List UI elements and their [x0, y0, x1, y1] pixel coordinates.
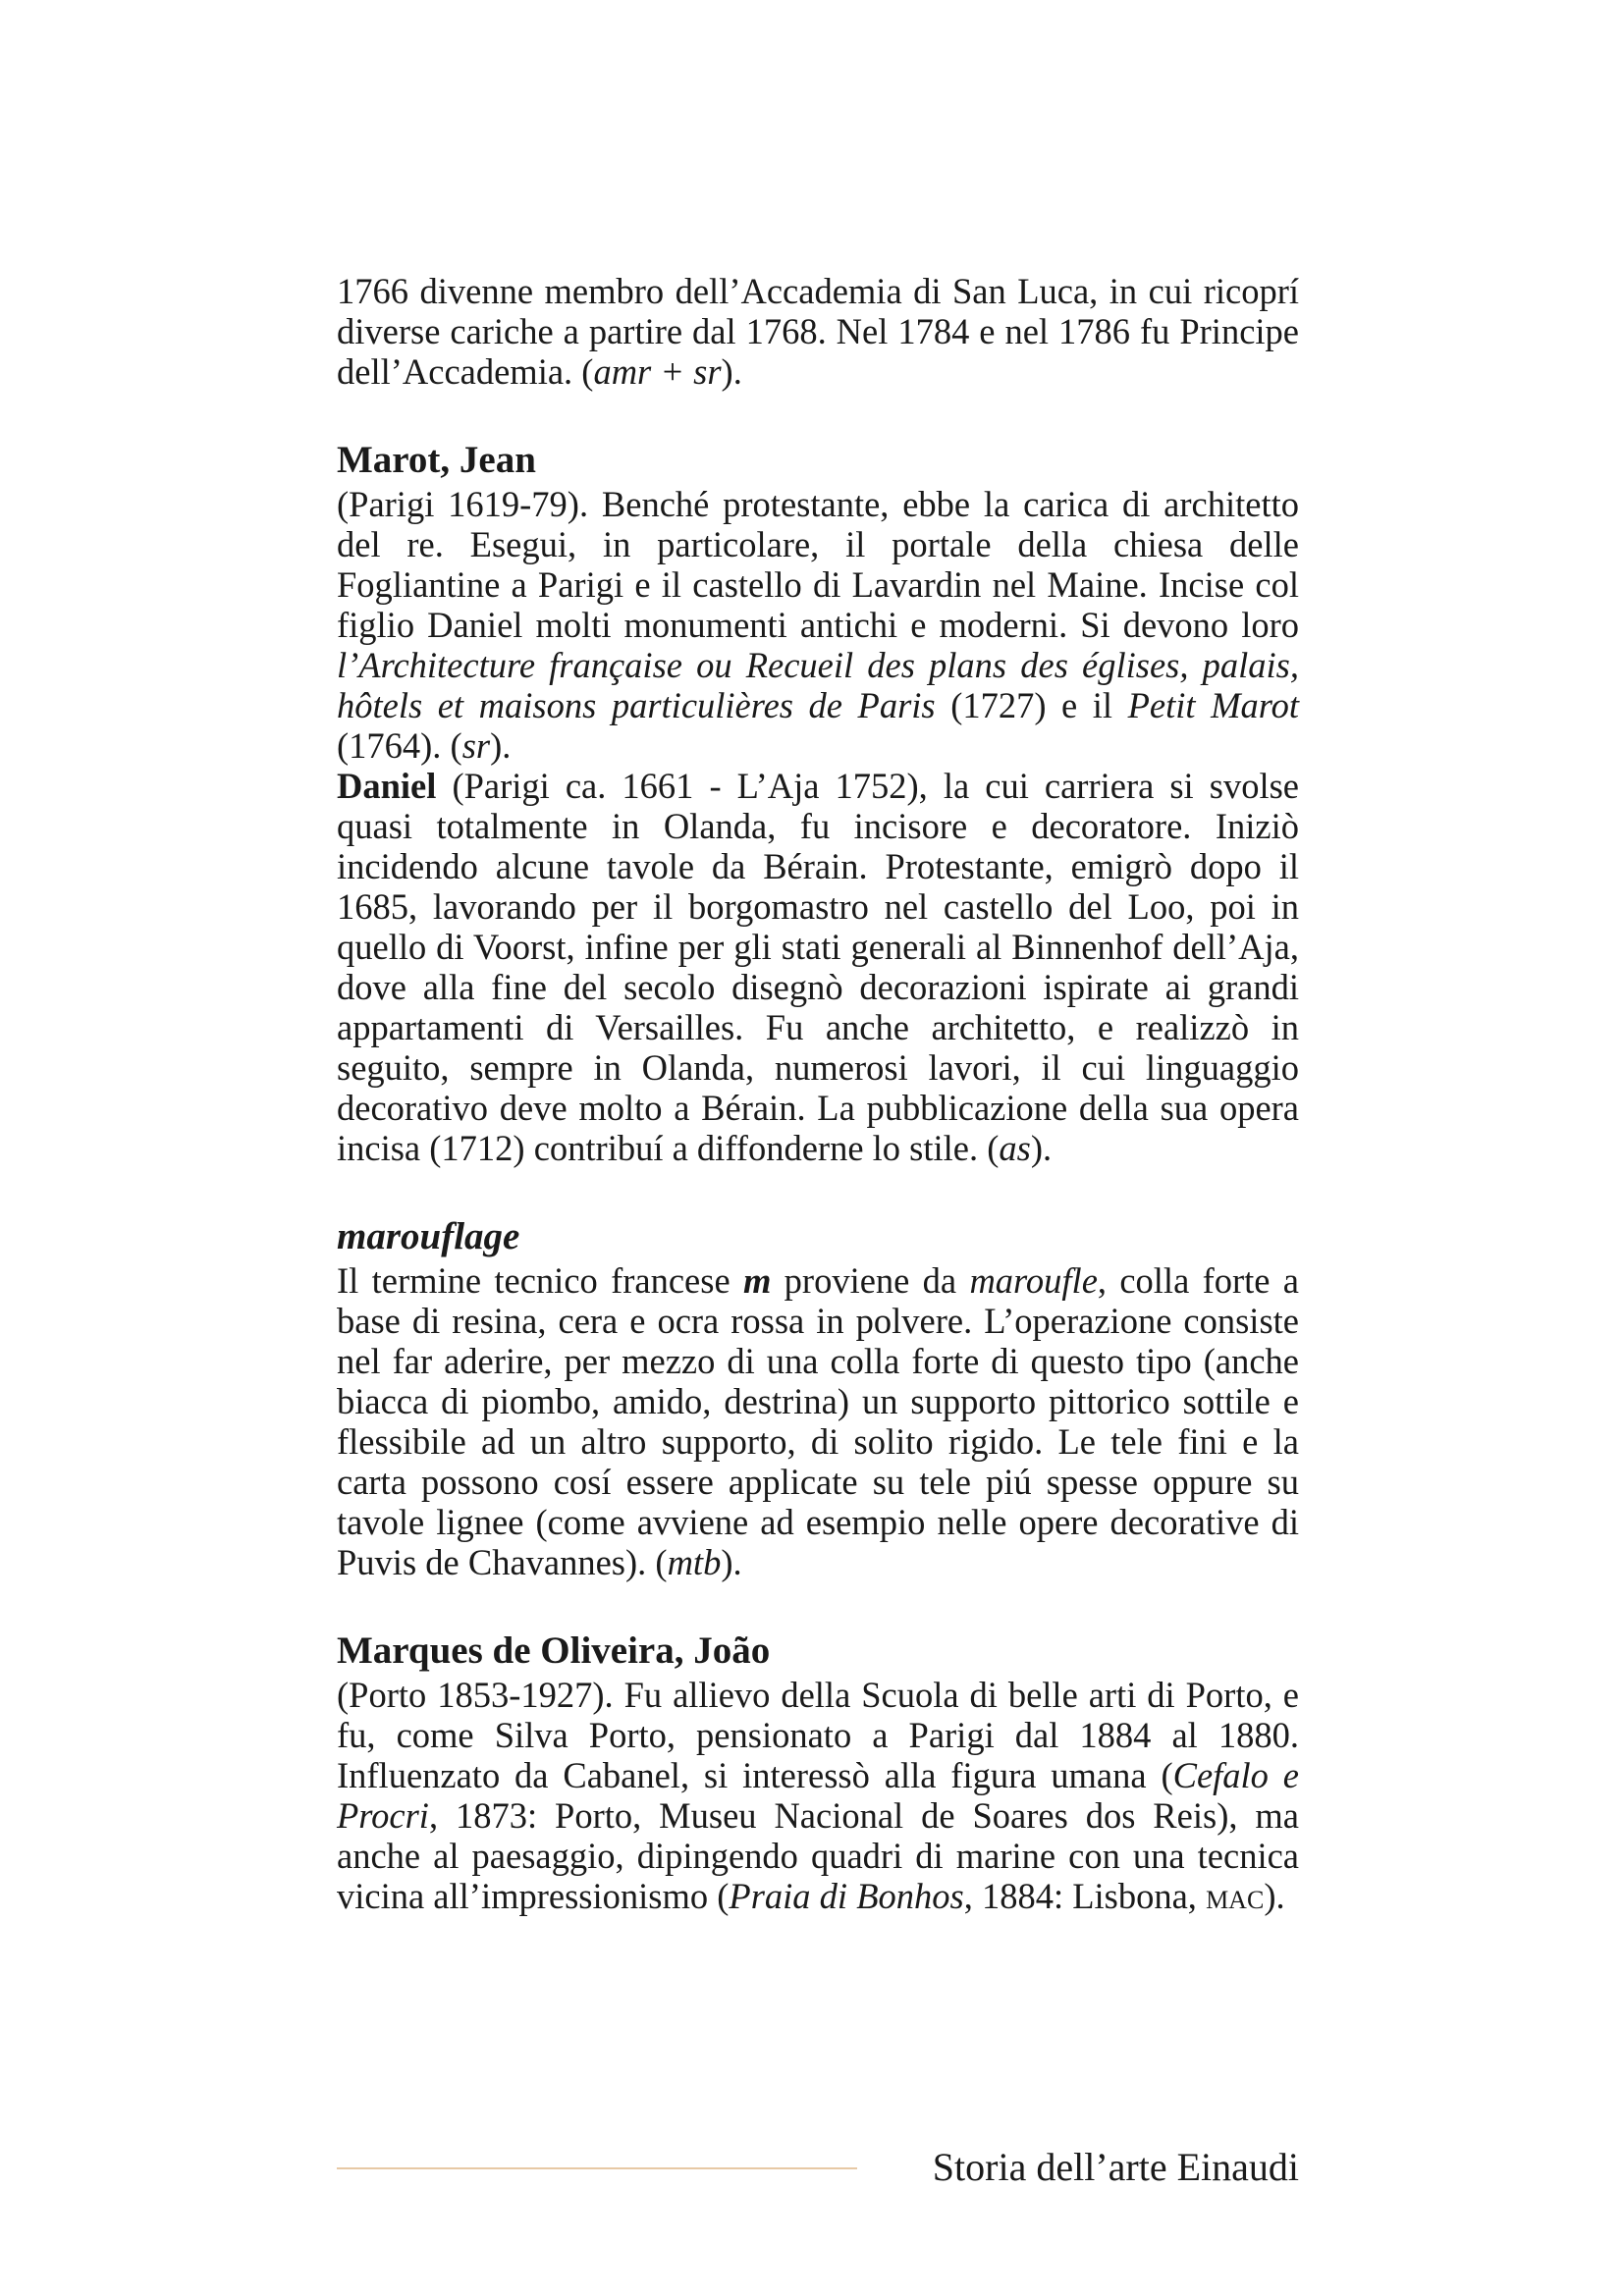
- author-credit: amr + sr: [593, 351, 722, 392]
- author-credit: mtb: [667, 1542, 722, 1582]
- text-run: , 1873: Porto, Museu Nacional de Soares dos Reis), ma anche al paesaggio, dipingendo quadri di marine con una tecnica vicina all’impressionismo (: [337, 1795, 1299, 1916]
- footer-rule: [337, 2167, 857, 2169]
- entry-title-marouflage: marouflage: [337, 1215, 520, 1257]
- credit-close: ).: [721, 351, 742, 392]
- footer: [337, 2144, 1299, 2193]
- continuation-paragraph: [337, 271, 1299, 392]
- text-run: Il termine tecnico francese: [337, 1260, 743, 1301]
- work-title: Petit Marot: [1127, 685, 1299, 725]
- work-title: l’Architecture française ou Recueil des plans des églises, palais, hôtels et maisons particulières de Paris: [337, 645, 1299, 725]
- entry-title-marot-jean: Marot, Jean: [337, 439, 536, 481]
- entry-body-marouflage: [337, 1260, 1299, 1582]
- text-run: ).: [1030, 1128, 1053, 1168]
- text-run: (Parigi 1619-79). Benché protestante, ebbe la carica di architetto del re. Esegui, in particolare, il portale della chiesa delle Fogliantine a Parigi e il castello di Lavardin nel Maine. Incise col figlio Daniel molti monumenti antichi e moderni. Si devono loro: [337, 484, 1299, 645]
- credit-open: (: [581, 351, 594, 392]
- text-run: , colla forte a base di resina, cera e ocra rossa in polvere. L’operazione consiste nel far aderire, per mezzo di una colla forte di questo tipo (anche biacca di piombo, amido, destrina) un supporto pittorico sottile e flessibile ad un altro supporto, di solito rigido. Le tele fini e la carta possono cosí essere applicate su tele piú spesse oppure su tavole lignee (come avviene ad esempio nelle opere decorative di Puvis de Chavannes). (: [337, 1260, 1299, 1582]
- work-title: Praia di Bonhos: [729, 1876, 964, 1916]
- text-run: (1764). (: [337, 725, 462, 766]
- museum-abbreviation: mac: [1206, 1876, 1265, 1916]
- text-run: (Porto 1853-1927). Fu allievo della Scuola di belle arti di Porto, e fu, come Silva Porto, pensionato a Parigi dal 1884 al 1880. Influenzato da Cabanel, si interessò alla figura umana (: [337, 1675, 1299, 1795]
- entry-body-marques-de-oliveira: [337, 1675, 1299, 1916]
- text-run: proviene da: [771, 1260, 970, 1301]
- text-run: , 1884: Lisbona,: [963, 1876, 1207, 1916]
- author-credit: sr: [461, 725, 491, 766]
- text-run: (Parigi ca. 1661 - L’Aja 1752), la cui carriera si svolse quasi totalmente in Olanda, fu incisore e decoratore. Iniziò incidendo alcune tavole da Bérain. Protestante, emigrò dopo il 1685, lavorando per il borgomastro nel castello del Loo, poi in quello di Voorst, infine per gli stati generali al Binnenhof dell’Aja, dove alla fine del secolo disegnò decorazioni ispirate ai grandi appartamenti di Versailles. Fu anche architetto, e realizzò in seguito, sempre in Olanda, numerosi lavori, il cui linguaggio decorativo deve molto a Bérain. La pubblicazione della sua opera incisa (1712) contribuí a diffonderne lo stile. (: [337, 766, 1299, 1168]
- text-run: ).: [1264, 1876, 1285, 1916]
- term-abbreviation: m: [742, 1260, 772, 1301]
- entry-body-marot-daniel: [337, 766, 1299, 1168]
- text-run: ).: [721, 1542, 742, 1582]
- text-run: ).: [490, 725, 512, 766]
- footer-publisher-text: Storia dell’arte Einaudi: [932, 2145, 1299, 2189]
- text-run: (1727) e il: [935, 685, 1128, 725]
- text-column: [337, 271, 1299, 1916]
- entry-body-marot-jean: [337, 484, 1299, 766]
- author-credit: as: [999, 1128, 1031, 1168]
- subentry-name: Daniel: [337, 766, 437, 806]
- entry-title-marques-de-oliveira: Marques de Oliveira, João: [337, 1629, 771, 1672]
- term-origin: maroufle: [969, 1260, 1098, 1301]
- continuation-text: 1766 divenne membro dell’Accademia di San Luca, in cui ricoprí diverse cariche a partire dal 1768. Nel 1784 e nel 1786 fu Principe dell’Accademia.: [337, 271, 1299, 392]
- work-title: Cefalo e Procri: [337, 1755, 1299, 1836]
